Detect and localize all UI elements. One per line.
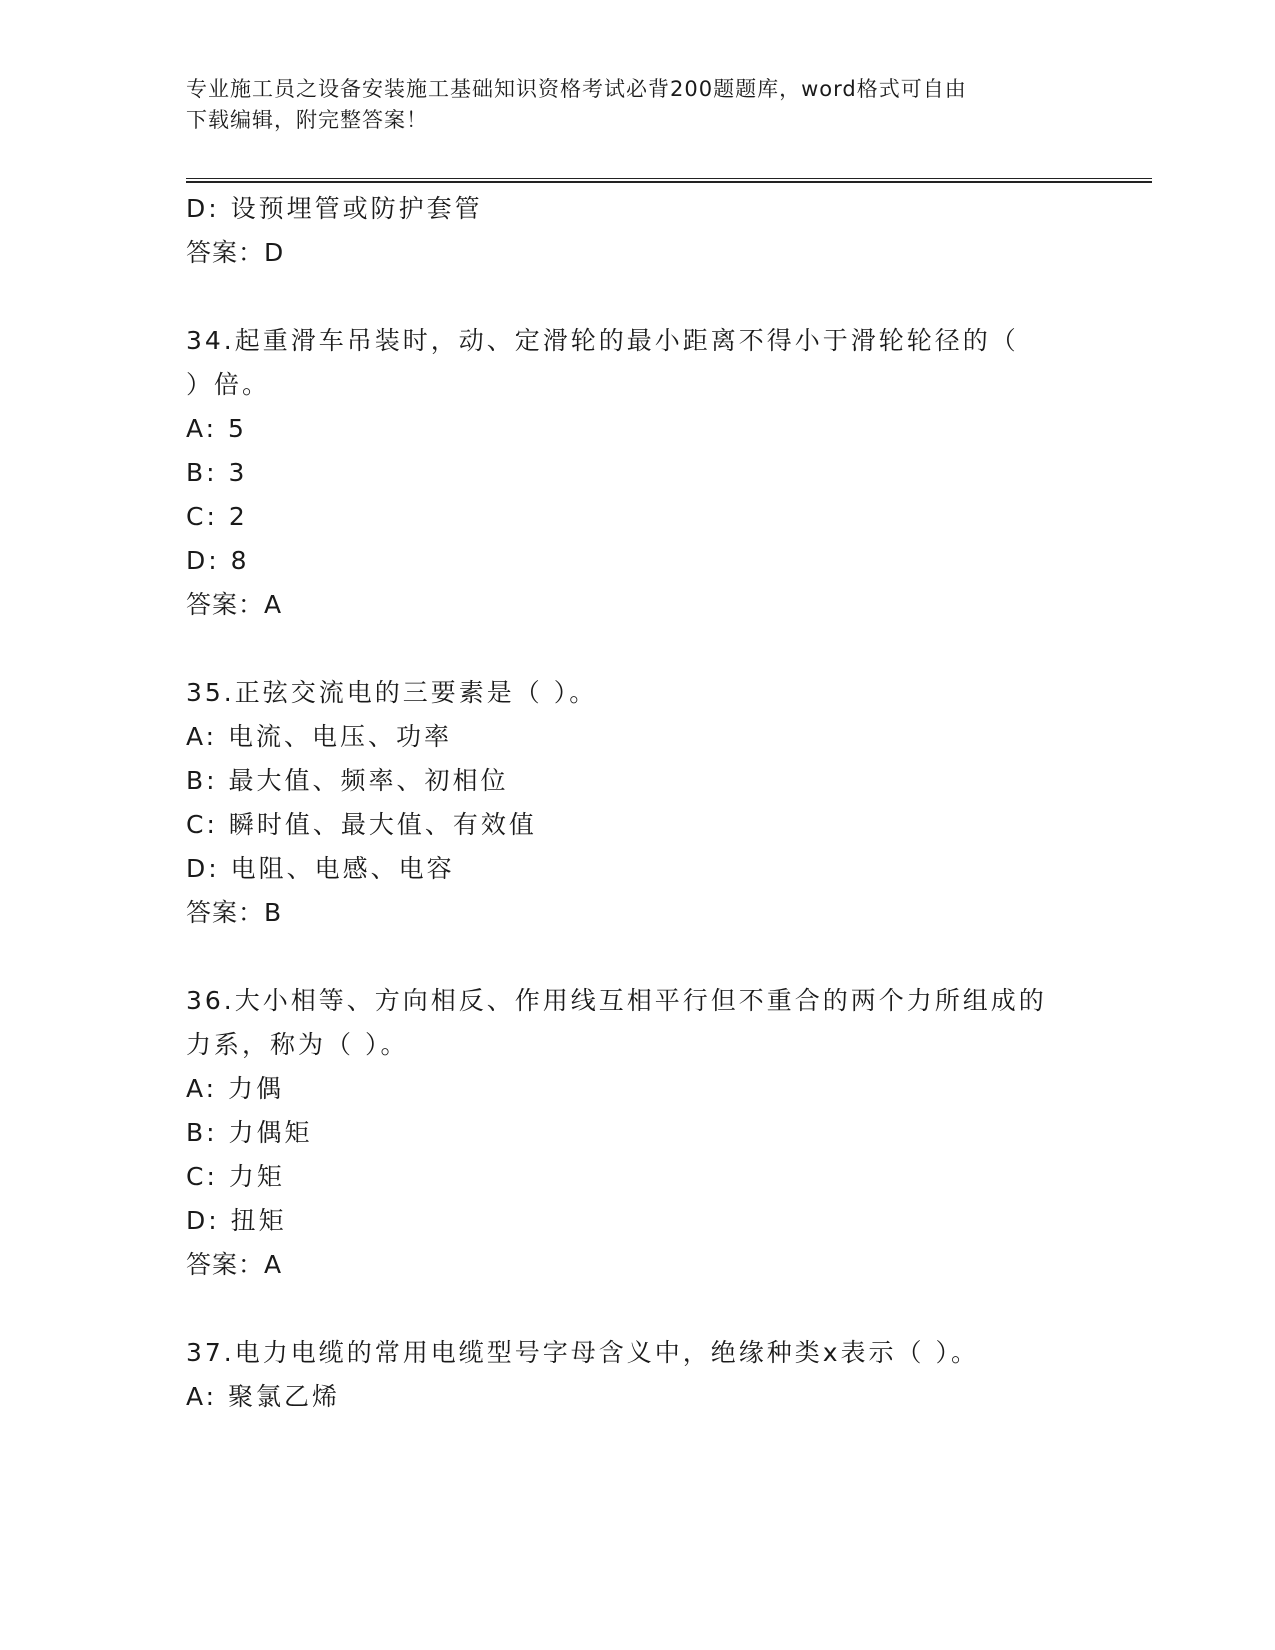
q36-stem-line-1: 36.大小相等、方向相反、作用线互相平行但不重合的两个力所组成的	[186, 986, 1047, 1015]
header-line-1: 专业施工员之设备安装施工基础知识资格考试必背200题题库，word格式可自由	[186, 77, 967, 101]
q35-stem: 35.正弦交流电的三要素是（ ）。	[186, 678, 598, 707]
q35-option-d: D: 电阻、电感、电容	[186, 854, 455, 883]
q35-answer: 答案：B	[186, 898, 283, 927]
q34-option-b: B: 3	[186, 458, 248, 487]
q35-option-b: B: 最大值、频率、初相位	[186, 766, 509, 795]
q36-stem-line-2: 力系，称为（ ）。	[186, 1030, 409, 1059]
q34-stem-line-1: 34.起重滑车吊装时，动、定滑轮的最小距离不得小于滑轮轮径的（	[186, 326, 1019, 355]
header-rule-thick	[186, 181, 1152, 183]
prev-answer: 答案：D	[186, 238, 285, 267]
prev-option-d: D: 设预埋管或防护套管	[186, 194, 483, 223]
q34-option-c: C: 2	[186, 502, 248, 531]
q35-option-a: A: 电流、电压、功率	[186, 722, 453, 751]
q34-answer: 答案：A	[186, 590, 283, 619]
q37-stem: 37.电力电缆的常用电缆型号字母含义中，绝缘种类x表示（ ）。	[186, 1338, 980, 1367]
q34-stem-line-2: ）倍。	[186, 370, 271, 399]
q37-option-a: A: 聚氯乙烯	[186, 1382, 341, 1411]
q35-option-c: C: 瞬时值、最大值、有效值	[186, 810, 537, 839]
document-header	[186, 74, 1066, 136]
q36-option-b: B: 力偶矩	[186, 1118, 313, 1147]
q36-option-a: A: 力偶	[186, 1074, 285, 1103]
q34-option-a: A: 5	[186, 414, 247, 443]
header-line-2: 下载编辑，附完整答案！	[186, 108, 428, 132]
q34-option-d: D: 8	[186, 546, 250, 575]
header-rule-thin	[186, 178, 1152, 179]
q36-option-c: C: 力矩	[186, 1162, 285, 1191]
q36-option-d: D: 扭矩	[186, 1206, 287, 1235]
q36-answer: 答案：A	[186, 1250, 283, 1279]
